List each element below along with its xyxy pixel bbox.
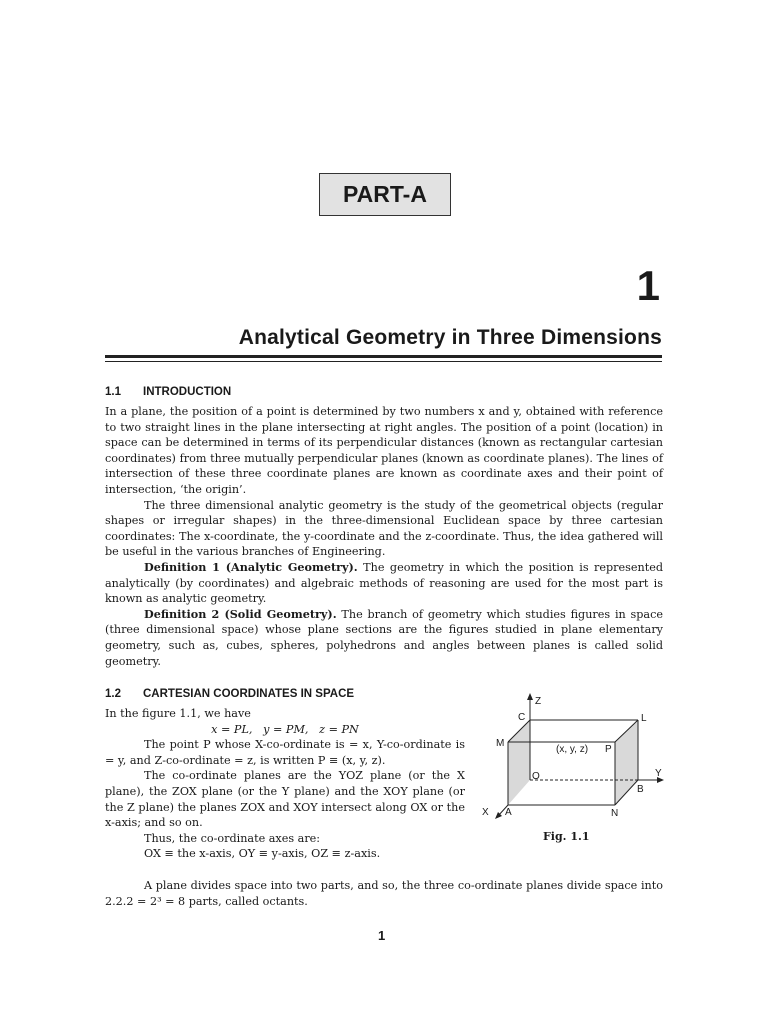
cartesian-paragraph-2: The point P whose X-co-ordinate is = x, Y-co-ordinate is = y, and Z-co-ordinate = z, is written P ≡ (x, y, z). bbox=[105, 738, 465, 767]
label-l: L bbox=[641, 713, 647, 724]
label-z: Z bbox=[535, 696, 542, 707]
label-p: P bbox=[605, 744, 612, 755]
title-rule-thin bbox=[105, 361, 662, 362]
left-face-shading bbox=[508, 720, 530, 805]
coordinate-equation: x = PL, y = PM, z = PN bbox=[211, 722, 359, 736]
label-n: N bbox=[611, 808, 619, 819]
label-point: (x, y, z) bbox=[556, 744, 589, 755]
label-o: O bbox=[532, 771, 540, 782]
cartesian-paragraph-1: In the figure 1.1, we have bbox=[105, 707, 251, 720]
figure-1-1-diagram bbox=[478, 690, 668, 830]
section-heading-intro bbox=[105, 386, 231, 398]
chapter-number: 1 bbox=[636, 262, 660, 309]
label-a: A bbox=[505, 807, 512, 818]
cartesian-paragraph-4: Thus, the co-ordinate axes are: bbox=[144, 831, 321, 845]
intro-body bbox=[105, 404, 663, 669]
intro-paragraph-1: In a plane, the position of a point is determined by two numbers x and y, obtained with reference to two straight lines in the plane intersecting at right angles. The position of a point (location) in space can be determined in terms of its perpendicular distances (known as rectangular cartesian coordinates) from three mutually perpendicular planes (known as coordinate planes). The lines of intersection of these three coordinate planes are known as coordinate axes and their point of intersection, ‘the origin’. bbox=[105, 405, 663, 496]
definition-1-title: Definition 1 (Analytic Geometry). bbox=[144, 559, 358, 574]
chapter-title: Analytical Geometry in Three Dimensions bbox=[238, 326, 662, 349]
label-x: X bbox=[482, 807, 489, 818]
definition-1-text: The geometry in which the position is represented analytically (by coordinates) and algebraic methods of reasoning are used for the most part is known as analytic geometry. bbox=[105, 560, 663, 606]
octants-paragraph bbox=[105, 878, 663, 909]
section-title: CARTESIAN COORDINATES IN SPACE bbox=[143, 688, 355, 700]
section-title: INTRODUCTION bbox=[143, 386, 232, 398]
section-number: 1.2 bbox=[105, 688, 121, 700]
cartesian-body bbox=[105, 706, 465, 862]
label-m: M bbox=[496, 738, 505, 749]
cartesian-paragraph-6: A plane divides space into two parts, and so, the three co-ordinate planes divide space into 2.2.2 = 2³ = 8 parts, called octants. bbox=[105, 879, 663, 908]
z-arrow bbox=[527, 693, 533, 700]
label-y: Y bbox=[655, 768, 662, 779]
label-c: C bbox=[518, 712, 526, 723]
cartesian-paragraph-3: The co-ordinate planes are the YOZ plane (or the X plane), the ZOX plane (or the Y plane) and the XOY plane (or the Z plane) the planes ZOX and XOY intersect along OX or the x-axis; and so on. bbox=[105, 769, 465, 830]
cartesian-paragraph-5: OX ≡ the x-axis, OY ≡ y-axis, OZ ≡ z-axis. bbox=[144, 847, 381, 861]
definition-2-title: Definition 2 (Solid Geometry). bbox=[144, 606, 337, 621]
label-b: B bbox=[637, 784, 644, 795]
section-heading-cartesian bbox=[105, 688, 354, 700]
part-label: PART-A bbox=[343, 181, 427, 207]
figure-caption: Fig. 1.1 bbox=[543, 830, 590, 843]
definition-2 bbox=[105, 607, 663, 669]
definition-2-text: The branch of geometry which studies figures in space (three dimensional space) whose plane sections are the figures studied in plane elementary geometry, such as, cubes, spheres, polyhedrons and angles between planes is called solid geometry. bbox=[105, 607, 663, 668]
section-number: 1.1 bbox=[105, 386, 121, 398]
definition-1 bbox=[105, 560, 663, 607]
title-rule-thick bbox=[105, 355, 662, 358]
page-number: 1 bbox=[378, 928, 386, 943]
intro-paragraph-2: The three dimensional analytic geometry is the study of the geometrical objects (regular shapes or irregular shapes) in the three-dimensional Euclidean space by three cartesian coordinates: The x-coordinate, the y-coordinate and the z-coordinate. Thus, the idea gathered will be useful in the various branches of Engineering. bbox=[105, 498, 663, 559]
part-label-box bbox=[319, 173, 451, 216]
